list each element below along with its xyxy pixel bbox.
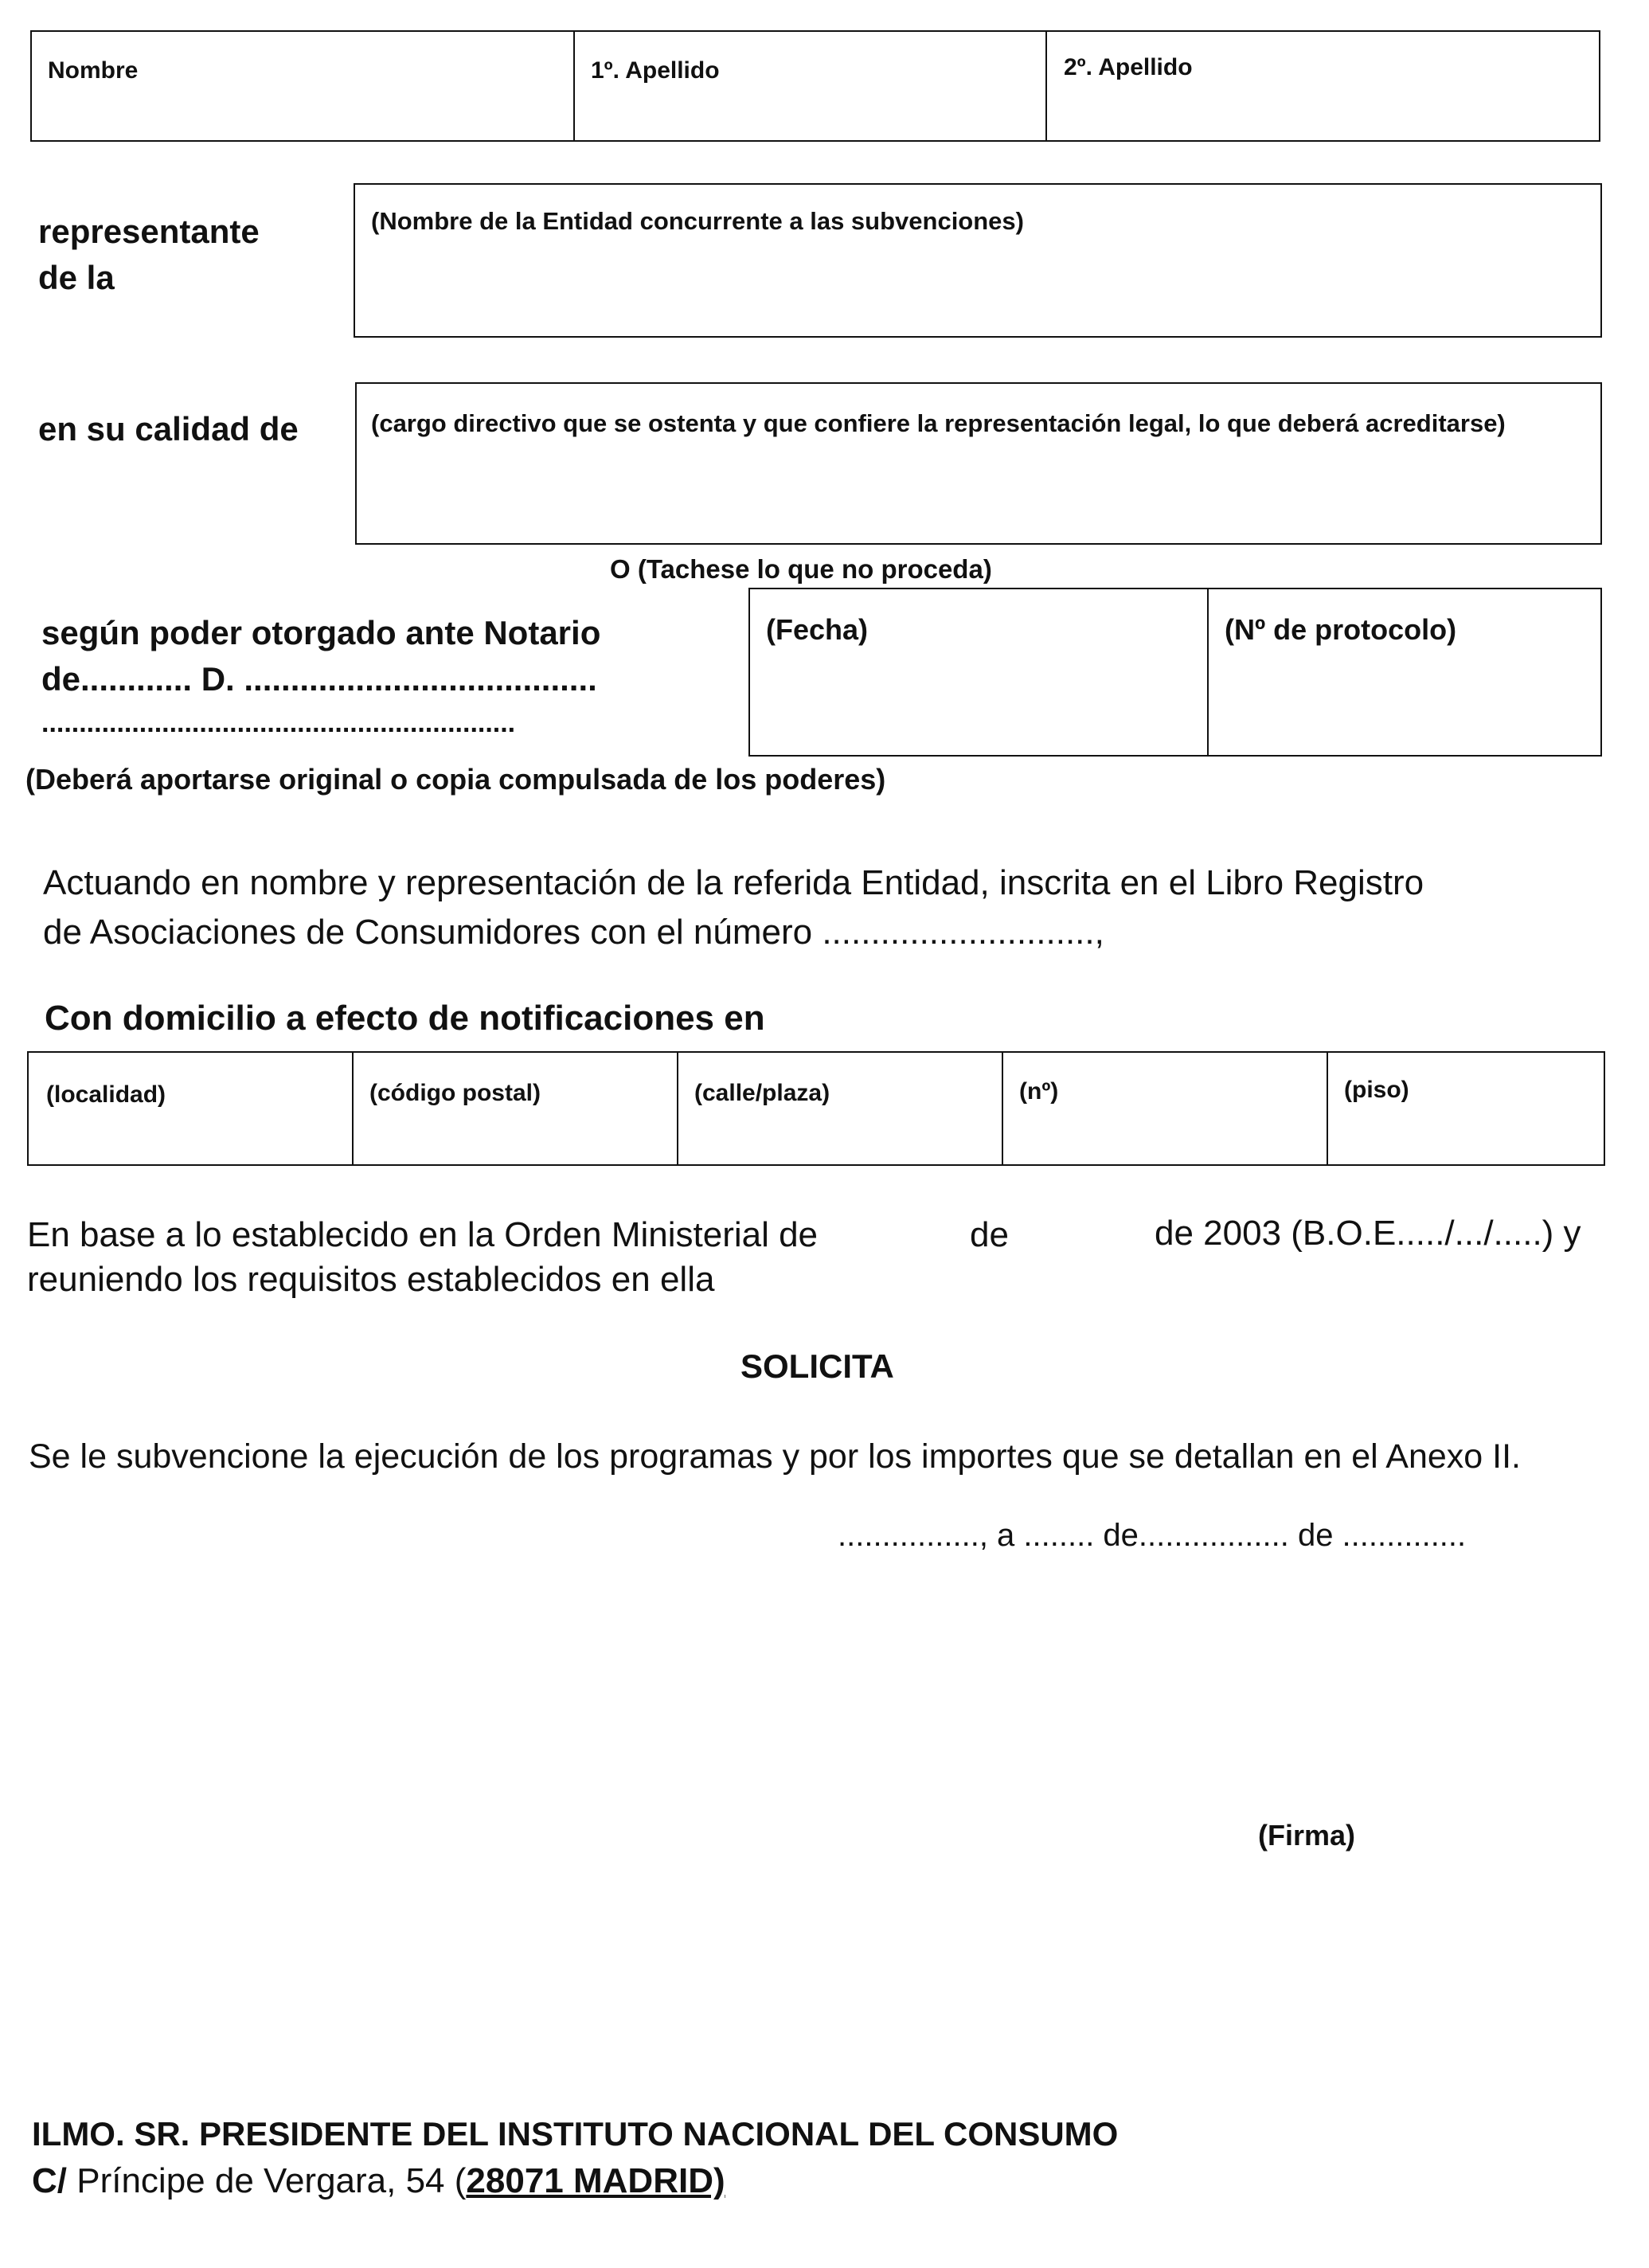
domicilio-divider-4 [1327,1053,1328,1164]
domicilio-divider-1 [352,1053,354,1164]
poderes-note: (Deberá aportarse original o copia compulsada de los poderes) [25,763,886,796]
representante-label-line1: representante [38,213,260,250]
tachese-note: O (Tachese lo que no proceda) [610,554,992,584]
poder-divider [1207,589,1209,755]
ciudad: 28071 MADRID) [466,2161,725,2200]
base-line1-c: de 2003 (B.O.E...../.../.....) y [1155,1214,1581,1253]
calle-prefix: C/ [32,2161,67,2200]
solicita-heading: SOLICITA [740,1347,894,1385]
actuando-paragraph [43,858,1424,957]
domicilio-divider-2 [677,1053,678,1164]
domicilio-heading: Con domicilio a efecto de notificaciones en [45,999,765,1038]
nombre-field[interactable]: Nombre [48,57,139,84]
poder-text [41,610,600,744]
destinatario-line1: ILMO. SR. PRESIDENTE DEL INSTITUTO NACIONAL DEL CONSUMO [32,2115,1119,2153]
codigo-postal-field[interactable]: (código postal) [369,1080,541,1106]
numero-field[interactable]: (nº) [1019,1078,1059,1105]
entidad-hint: (Nombre de la Entidad concurrente a las subvenciones) [371,207,1024,235]
localidad-field[interactable]: (localidad) [46,1081,166,1108]
poder-box [748,588,1602,757]
piso-field[interactable]: (piso) [1344,1077,1409,1103]
name-divider-2 [1045,32,1047,140]
direccion: Príncipe de Vergara, 54 ( [67,2161,467,2200]
actuando-line2: de Asociaciones de Consumidores con el número ............................, [43,913,1104,952]
domicilio-box [27,1051,1605,1166]
fecha-field[interactable]: (Fecha) [766,613,869,646]
firma-label: (Firma) [1258,1819,1356,1852]
calidad-label: en su calidad de [38,410,299,448]
cargo-field[interactable] [355,382,1602,545]
protocolo-field[interactable]: (Nº de protocolo) [1225,613,1457,646]
poder-line2: de............ D. ...................................... [41,660,597,698]
apellido2-field[interactable]: 2º. Apellido [1064,54,1193,80]
calle-plaza-field[interactable]: (calle/plaza) [694,1080,830,1106]
name-divider-1 [573,32,575,140]
apellido1-field[interactable]: 1º. Apellido [591,57,720,84]
name-box [30,30,1600,142]
poder-line1: según poder otorgado ante Notario [41,614,601,651]
poder-line3: ............................................................... [41,708,516,738]
cargo-hint: (cargo directivo que se ostenta y que confiere la representación legal, lo que deberá acreditarse) [371,409,1506,437]
destinatario-line2 [32,2161,725,2201]
representante-label-line2: de la [38,259,115,296]
representante-label [38,209,260,301]
fecha-lugar-line: ................, a ........ de................. de .............. [838,1518,1467,1553]
base-line1-a: En base a lo establecido en la Orden Ministerial de [27,1215,819,1254]
domicilio-divider-3 [1002,1053,1003,1164]
base-line2: reuniendo los requisitos establecidos en ella [27,1260,715,1299]
actuando-line1: Actuando en nombre y representación de la referida Entidad, inscrita en el Libro Registro [43,863,1424,902]
entidad-field[interactable] [354,183,1602,338]
subvencione-text: Se le subvencione la ejecución de los programas y por los importes que se detallan en el Anexo II. [29,1437,1522,1476]
base-line1-b: de [970,1215,1009,1254]
